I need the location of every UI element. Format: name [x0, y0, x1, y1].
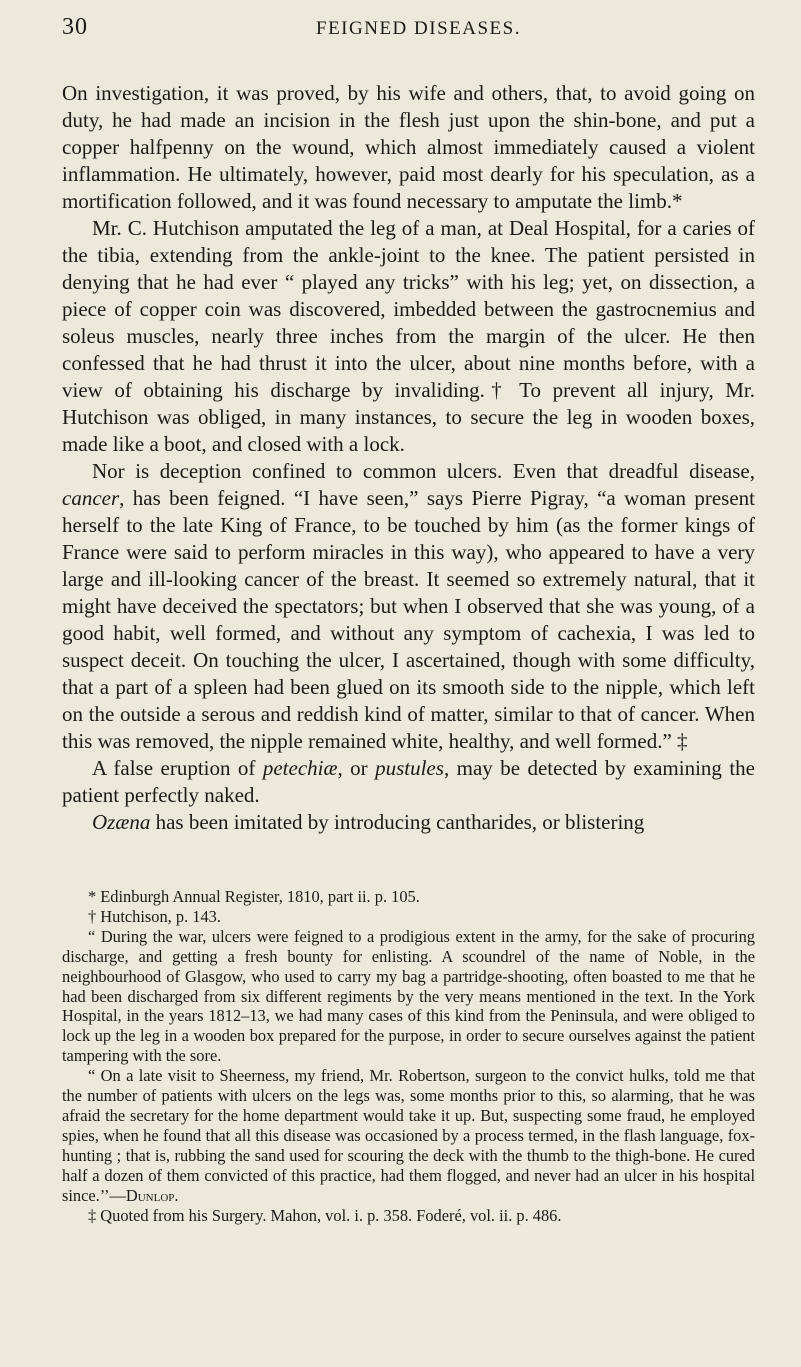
- footnote-2: † Hutchison, p. 143.: [88, 906, 221, 926]
- footnote-2-quote-2-text-b: that is, rubbing the sand used for scouring the deck with the thumb to the thigh-bone. He cured half a dozen of them convicted of this practice, had them flogged, and never had an ulcer in his hospital since.’’—: [62, 1145, 755, 1205]
- paragraph-4-italic-b: pustules: [375, 756, 444, 780]
- footnote-2-quote-2: [62, 1066, 755, 1205]
- paragraph-4: [62, 755, 755, 809]
- paragraph-3-text-a: Nor is deception confined to common ulcers. Even that dreadful disease,: [92, 459, 755, 483]
- footnotes: [62, 887, 755, 1225]
- paragraph-5-italic: Ozæna: [92, 810, 151, 834]
- footnote-2-quote-1: “ During the war, ulcers were feigned to a prodigious extent in the army, for the sake of procuring discharge, and getting a fresh bounty for enlisting. A scoundrel of the name of Noble, in the neighbourhood of Glasgow, who used to carry my bag a partridge-shooting, often boasted to me that he had been discharged from six different regiments by the very means mentioned in the text. In the York Hospital, in the years 1812–13, we had many cases of this kind from the Peninsula, and were obliged to lock up the leg in a wooden box prepared for the purpose, in order to secure ourselves against the patient tampering with the sore.: [62, 926, 755, 1066]
- paragraph-5-text: has been imitated by introducing cantharides, or blistering: [150, 810, 645, 834]
- page-number: 30: [62, 14, 88, 40]
- paragraph-4-text-a: A false eruption of: [92, 756, 263, 780]
- paragraph-4-italic-a: petechiæ: [262, 756, 338, 780]
- running-head: FEIGNED DISEASES.: [316, 18, 521, 39]
- paragraph-5: [62, 809, 755, 836]
- paragraph-3-italic: cancer: [62, 486, 120, 510]
- paragraph-3: [62, 458, 755, 755]
- paragraph-3-text-b: , has been feigned. “I have seen,” says Pierre Pigray, “a woman present herself to the late King of France, to be touched by him (as the former kings of France were said to perform miracles in this way), who appeared to have a very large and ill-looking cancer of the breast. It seemed so extremely natural, that it might have deceived the spectators; but when I observed that she was young, of a good habit, well formed, and without any symptom of cachexia, I was led to suspect deceit. On touching the ulcer, I ascertained, though with some difficulty, that a part of a spleen had been glued on its smooth side to the nipple, which left on the outside a serous and reddish kind of matter, similar to that of cancer. When this was removed, the nipple remained white, healthy, and well formed.” ‡: [62, 486, 755, 753]
- paragraph-2: Mr. C. Hutchison amputated the leg of a man, at Deal Hospital, for a caries of the tibia, extending from the ankle-joint to the knee. The patient persisted in denying that he had ever “ played any tricks” with his leg; yet, on dissection, a piece of copper coin was discovered, imbedded between the gastrocnemius and soleus muscles, nearly three inches from the margin of the ulcer. He then confessed that he had thrust it into the ulcer, about nine months before, with a view of obtaining his discharge by invaliding.† To prevent all injury, Mr. Hutchison was obliged, in many instances, to secure the leg in wooden boxes, made like a boot, and closed with a lock.: [62, 216, 755, 456]
- footnote-2-quote-2-author: Dunlop.: [125, 1185, 179, 1205]
- paragraph-4-text-b: , or: [337, 756, 376, 780]
- paragraph-4-text-c: , may be detected by examining the patient perfectly naked.: [62, 756, 755, 807]
- main-text: [62, 80, 755, 836]
- footnote-3: ‡ Quoted from his Surgery. Mahon, vol. i. p. 358. Foderé, vol. ii. p. 486.: [88, 1205, 562, 1225]
- footnote-2-quote-2-text-a: “ On a late visit to Sheerness, my friend, Mr. Robertson, surgeon to the convict hulks, told me that the number of patients with ulcers on the legs was, some months prior to this, so alarming, that he was afraid the secretary for the home department would take it up. But, suspecting some fraud, he employed spies, when he found that all this disease was occasioned by a process termed, in the flash language,: [62, 1066, 755, 1145]
- page-header: [62, 10, 755, 50]
- footnote-2-quote-2-italic: fox-hunting ;: [62, 1125, 755, 1165]
- paragraph-1: On investigation, it was proved, by his wife and others, that, to avoid going on duty, he had made an incision in the flesh just upon the shin-bone, and put a copper halfpenny on the wound, which almost immediately caused a violent inflammation. He ultimately, however, paid most dearly for his speculation, as a mortification followed, and it was found necessary to amputate the limb.*: [62, 81, 755, 213]
- footnote-1: * Edinburgh Annual Register, 1810, part ii. p. 105.: [88, 887, 420, 906]
